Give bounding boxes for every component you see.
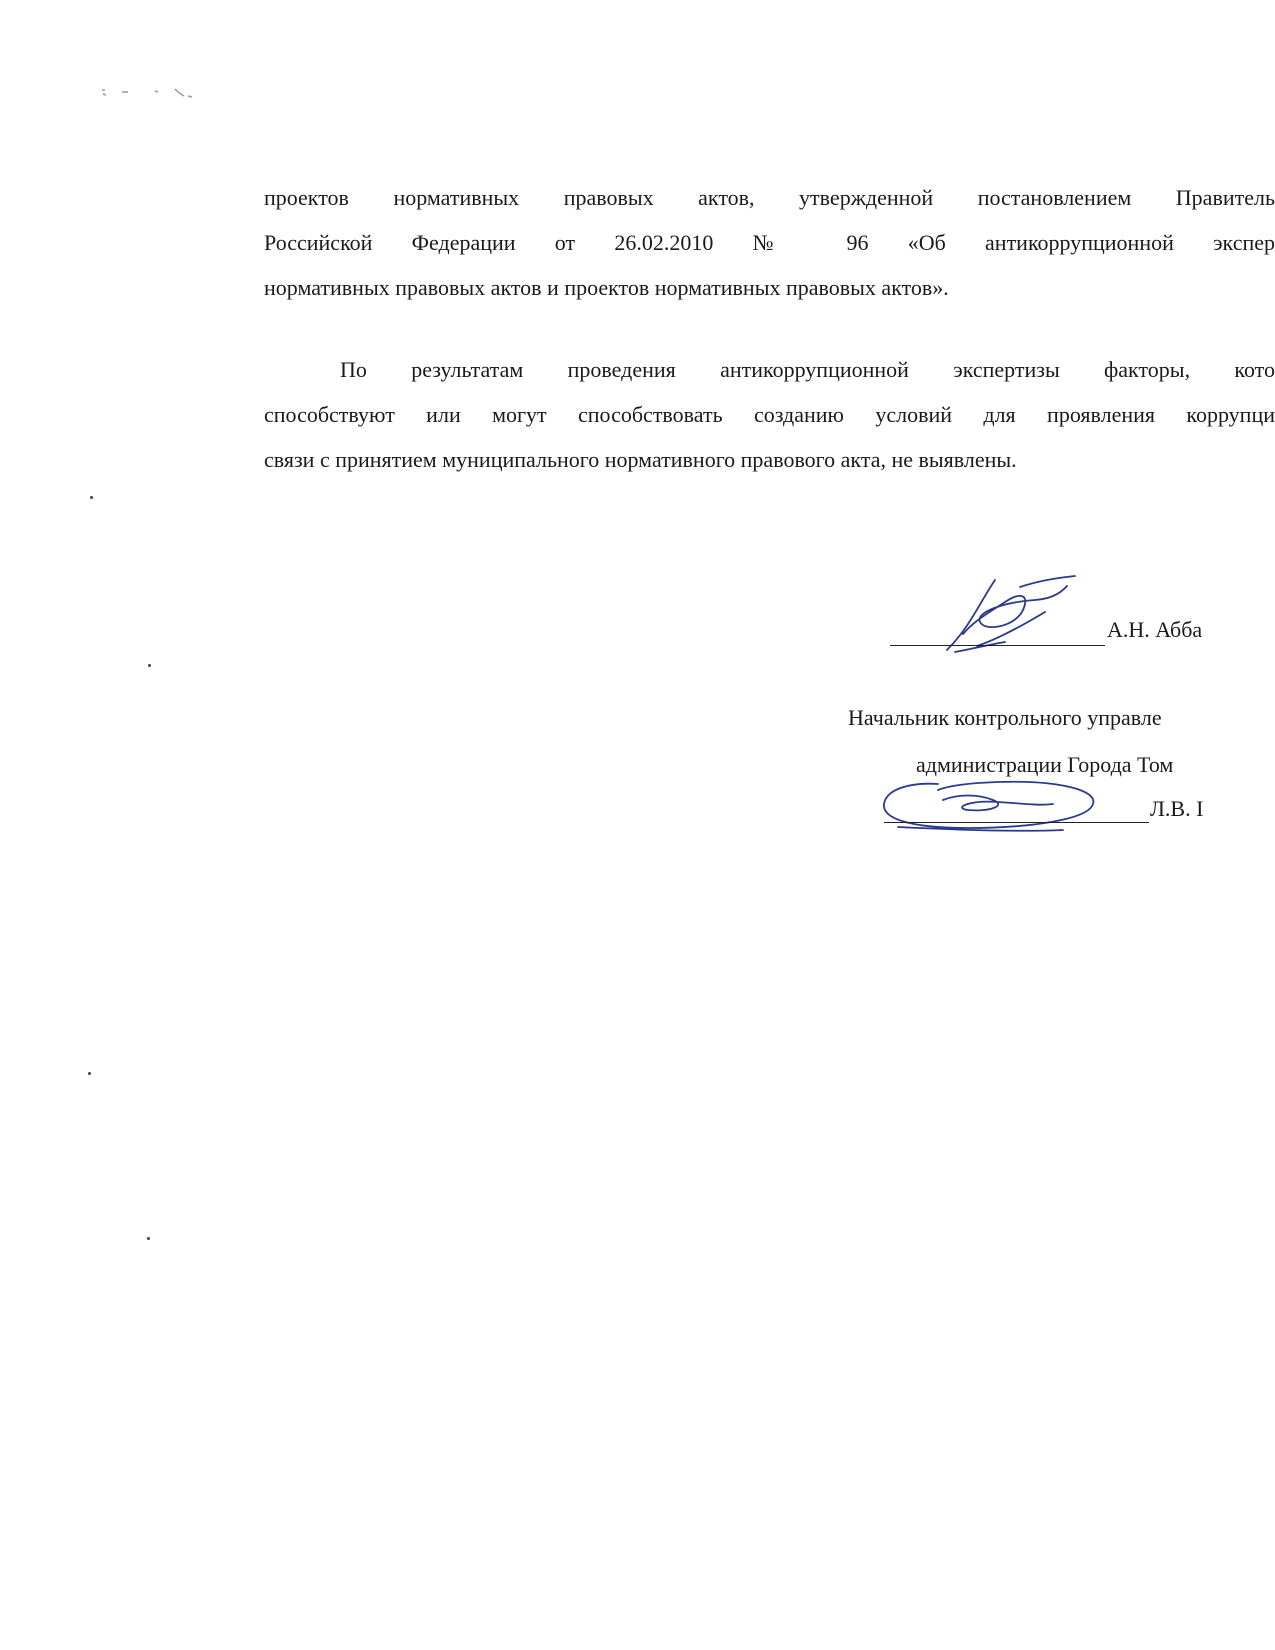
scan-speck [148,664,151,667]
scan-noise-marks [100,86,200,102]
signatory-organization: администрации Города Том [916,752,1174,777]
text-line: способствуют или могут способствовать созданию условий для проявления коррупци [264,402,1275,427]
paragraph-conclusion [264,347,1275,482]
scan-speck [147,1237,150,1240]
text-line: проектов нормативных правовых актов, утвержденной постановлением Правитель [264,185,1275,210]
handwritten-signature [878,772,1103,837]
text-line: По результатам проведения антикоррупционной экспертизы факторы, кото [340,357,1275,382]
signature-line [884,822,1149,823]
text-line: Российской Федерации от 26.02.2010 № 96 «Об антикоррупционной экспер [264,230,1275,255]
text-line: нормативных правовых актов и проектов нормативных правовых актов». [264,275,949,300]
signatory-name: Л.В. I [1150,796,1204,821]
text-line: связи с принятием муниципального нормативного правового акта, не выявлены. [264,447,1017,472]
scan-speck [88,1072,91,1075]
handwritten-signature [935,572,1085,662]
signature-line [890,645,1105,646]
signatory-name: А.Н. Абба [1107,617,1203,642]
paragraph-legal-basis [264,175,1275,310]
signatory-position: Начальник контрольного управле [848,705,1162,730]
scan-speck [90,496,93,499]
